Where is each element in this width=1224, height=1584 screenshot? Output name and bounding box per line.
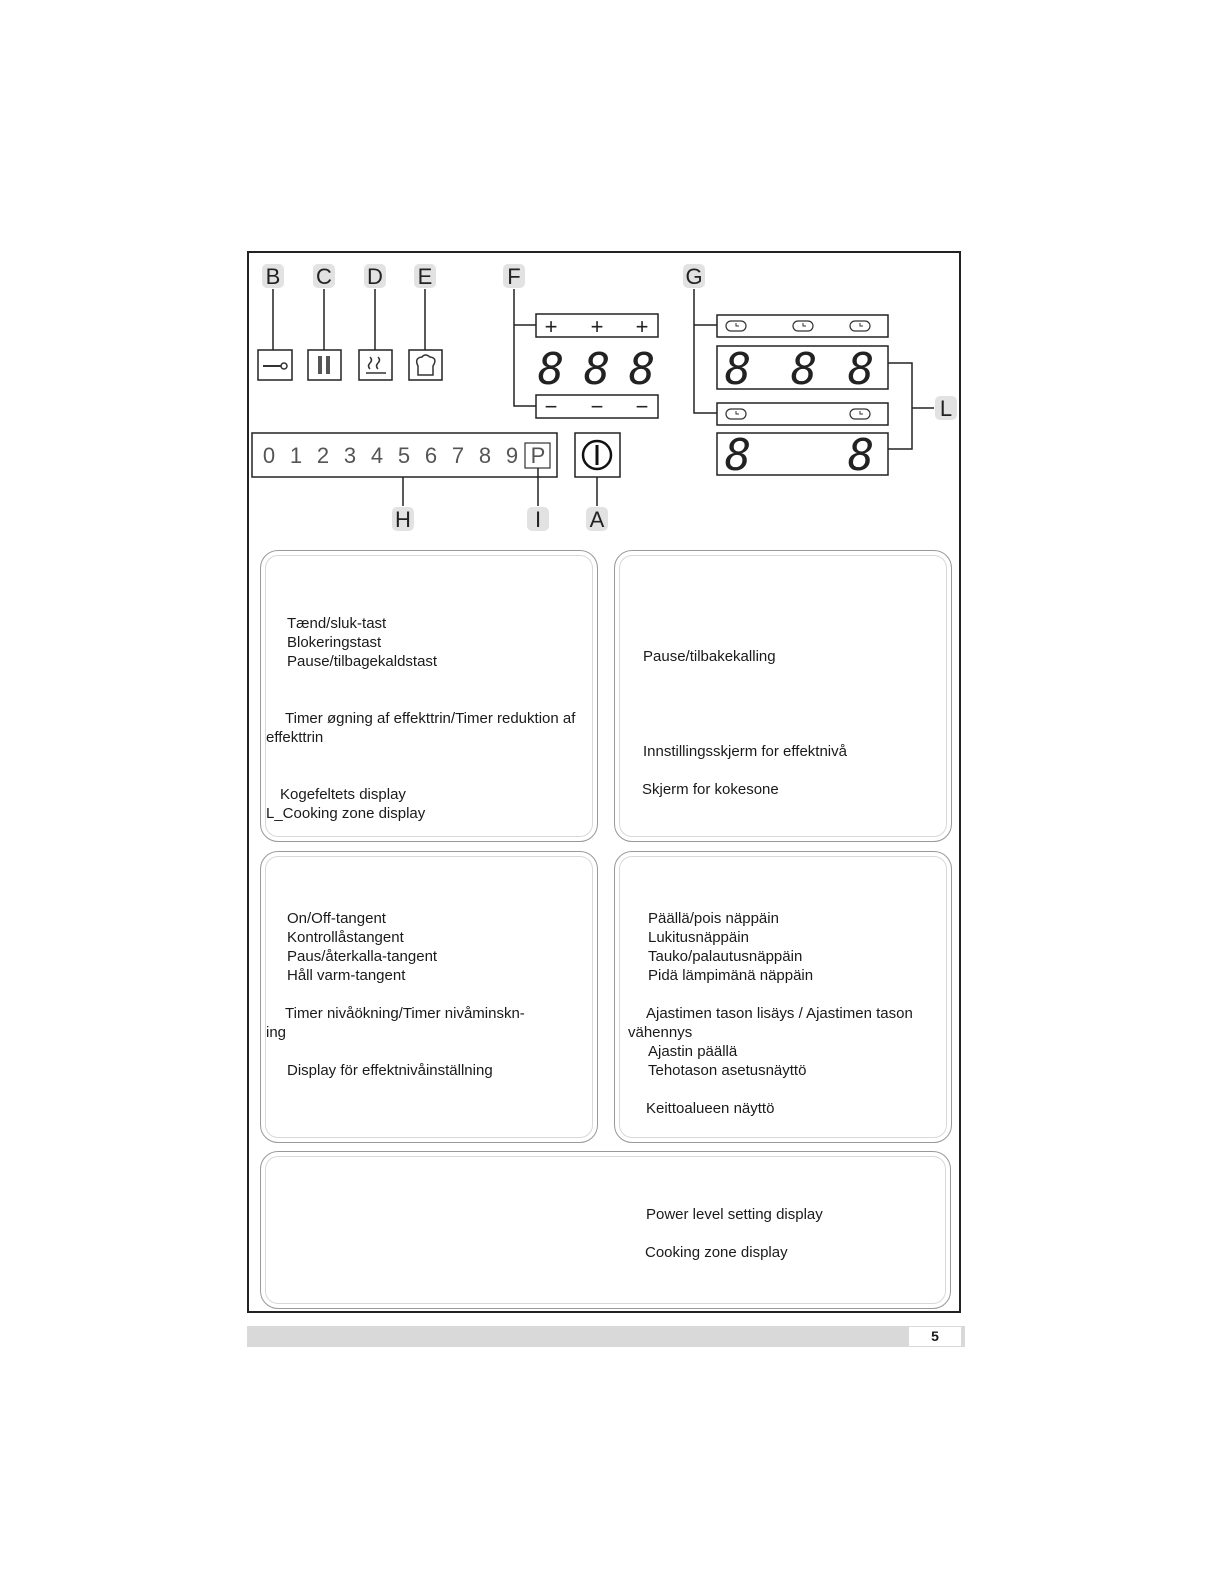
legend-display: Display för effektnivåinställning bbox=[287, 1062, 493, 1079]
callout-g bbox=[683, 264, 717, 413]
power-level-slider bbox=[252, 433, 557, 477]
segment-digit: 8 bbox=[724, 430, 752, 481]
legend-display: Kogefeltets display bbox=[280, 786, 406, 803]
legend-line: Blokeringstast bbox=[287, 634, 382, 651]
legend-line: Pidä lämpimänä näppäin bbox=[648, 967, 814, 984]
footer-bar bbox=[247, 1326, 965, 1347]
segment-digit: 8 bbox=[847, 430, 875, 481]
legend-line: Paus/återkalla-tangent bbox=[287, 948, 438, 965]
legend-line: On/Off-tangent bbox=[287, 910, 386, 927]
callout-a bbox=[586, 477, 608, 532]
legend-line: Lukitusnäppäin bbox=[648, 929, 749, 946]
segment-digit: 8 bbox=[847, 344, 875, 395]
callout-d bbox=[364, 264, 386, 350]
callout-h bbox=[392, 477, 414, 532]
legend-line: Power level setting display bbox=[646, 1206, 823, 1223]
svg-text:4: 4 bbox=[370, 443, 384, 468]
svg-text:6: 6 bbox=[424, 443, 438, 468]
label-i: I bbox=[534, 507, 542, 532]
plus-sign: + bbox=[590, 314, 604, 339]
callout-e bbox=[414, 264, 436, 350]
control-panel-diagram bbox=[0, 0, 1224, 560]
label-e: E bbox=[417, 264, 433, 289]
callout-b bbox=[262, 264, 284, 350]
keep-warm-key-icon bbox=[359, 350, 392, 380]
english-legend-box bbox=[260, 1151, 951, 1309]
zone-timer-bar-bottom bbox=[717, 403, 888, 425]
legend-zone: Keittoalueen näyttö bbox=[646, 1100, 775, 1117]
power-key-icon bbox=[575, 433, 620, 477]
label-l: L bbox=[939, 396, 953, 421]
legend-line: Päällä/pois näppäin bbox=[648, 910, 779, 927]
callout-f bbox=[503, 264, 536, 406]
segment-digit: 8 bbox=[537, 344, 565, 395]
timer-minus-bar bbox=[536, 394, 658, 419]
zone-display-bottom bbox=[717, 430, 888, 481]
minus-sign: − bbox=[544, 394, 558, 419]
segment-digit: 8 bbox=[790, 344, 818, 395]
svg-text:7: 7 bbox=[451, 443, 465, 468]
legend-line: Kontrollåstangent bbox=[287, 929, 404, 946]
label-c: C bbox=[316, 264, 332, 289]
label-g: G bbox=[685, 264, 703, 289]
label-d: D bbox=[367, 264, 383, 289]
legend-line: Håll varm-tangent bbox=[287, 967, 406, 984]
svg-text:0: 0 bbox=[262, 443, 276, 468]
zone-display-top bbox=[717, 344, 888, 395]
svg-text:8: 8 bbox=[478, 443, 492, 468]
legend-line: Pause/tilbagekaldstast bbox=[287, 653, 438, 670]
svg-text:1: 1 bbox=[289, 443, 303, 468]
legend-line: Skjerm for kokesone bbox=[642, 781, 779, 798]
swedish-legend-box bbox=[260, 851, 598, 1143]
legend-timer: Ajastimen tason lisäys / Ajastimen tason vähennys bbox=[628, 1005, 913, 1041]
chef-hat-key-icon bbox=[409, 350, 442, 380]
callout-c bbox=[313, 264, 335, 350]
svg-text:3: 3 bbox=[343, 443, 357, 468]
segment-digit: 8 bbox=[583, 344, 611, 395]
segment-digit: 8 bbox=[724, 344, 752, 395]
lock-key-icon bbox=[258, 350, 292, 380]
power-p-key: P bbox=[530, 443, 546, 468]
legend-line: Ajastin päällä bbox=[648, 1043, 738, 1060]
label-h: H bbox=[395, 507, 411, 532]
segment-digit: 8 bbox=[628, 344, 656, 395]
pause-key-icon bbox=[308, 350, 341, 380]
label-b: B bbox=[265, 264, 281, 289]
legend-line: Tehotason asetusnäyttö bbox=[648, 1062, 807, 1079]
page-number: 5 bbox=[909, 1327, 961, 1346]
plus-sign: + bbox=[635, 314, 649, 339]
legend-cooking-zone: L_Cooking zone display bbox=[266, 805, 426, 822]
label-a: A bbox=[589, 507, 605, 532]
legend-timer: Timer nivåökning/Timer nivåminskn- ing bbox=[266, 1005, 525, 1041]
legend-line: Cooking zone display bbox=[645, 1244, 788, 1261]
legend-timer: Timer øgning af effekttrin/Timer reduktion af effekttrin bbox=[266, 710, 576, 746]
plus-sign: + bbox=[544, 314, 558, 339]
svg-text:9: 9 bbox=[505, 443, 519, 468]
minus-sign: − bbox=[635, 394, 649, 419]
label-f: F bbox=[507, 264, 521, 289]
legend-line: Tauko/palautusnäppäin bbox=[648, 948, 803, 965]
legend-line: Tænd/sluk-tast bbox=[287, 615, 387, 632]
timer-digits-display bbox=[538, 344, 656, 395]
legend-line: Pause/tilbakekalling bbox=[643, 648, 776, 665]
legend-line: Innstillingsskjerm for effektnivå bbox=[643, 743, 847, 760]
minus-sign: − bbox=[590, 394, 604, 419]
zone-timer-bar-top bbox=[717, 315, 888, 337]
svg-text:2: 2 bbox=[316, 443, 330, 468]
svg-text:5: 5 bbox=[397, 443, 411, 468]
callout-l bbox=[888, 363, 957, 449]
timer-plus-bar bbox=[536, 314, 658, 339]
